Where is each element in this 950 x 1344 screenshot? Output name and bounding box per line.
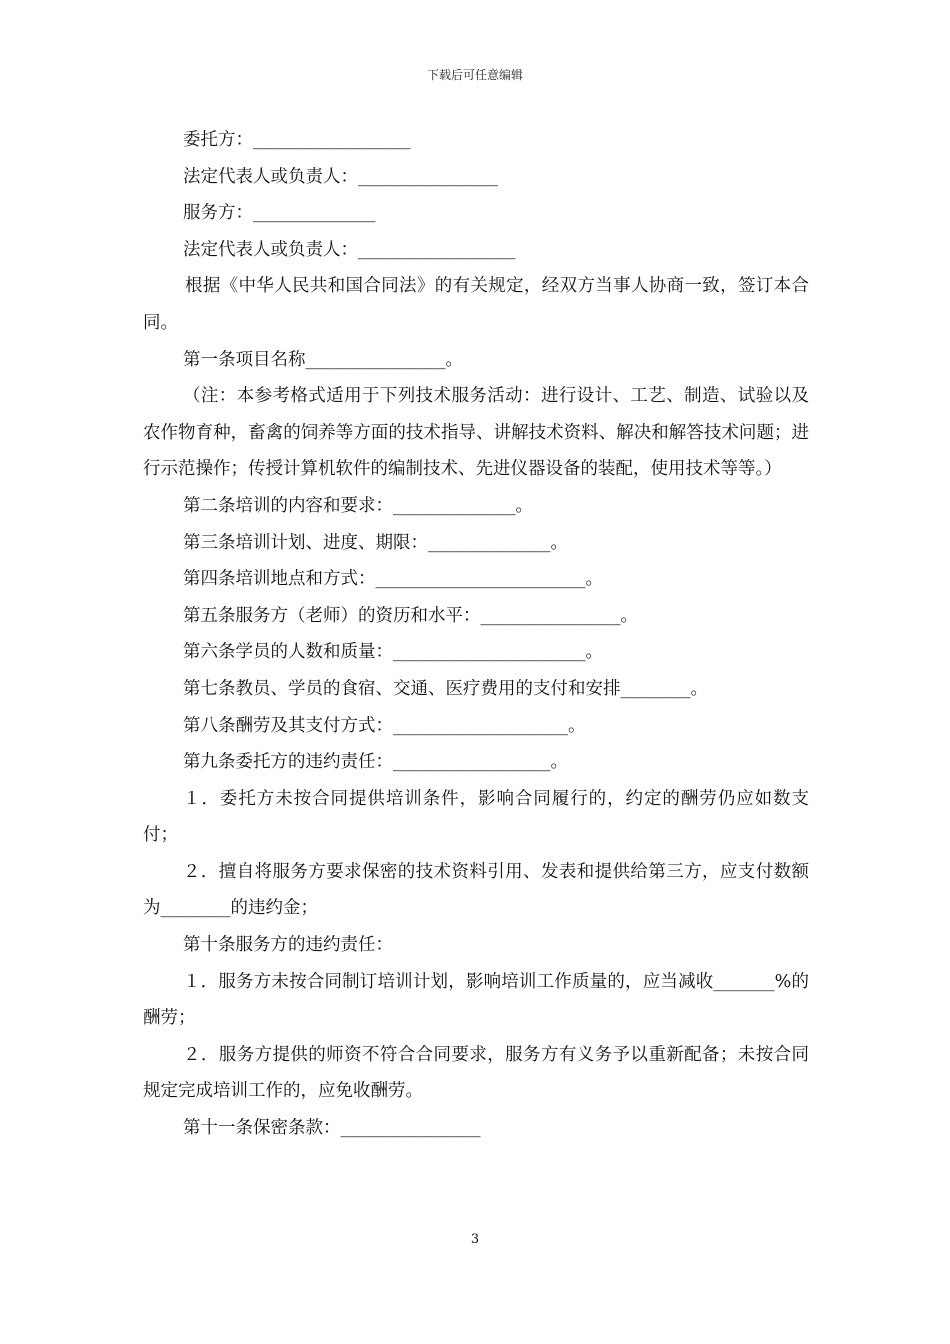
page-header: 下载后可任意编辑 xyxy=(426,68,523,82)
article-9: 第九条委托方的违约责任：__________________。 xyxy=(183,752,568,773)
page-number: 3 xyxy=(470,1232,480,1247)
service-representative-line: 法定代表人或负责人：__________________ xyxy=(183,239,516,260)
article-9-item-1: １．委托方未按合同提供培训条件，影响合同履行的，约定的酬劳仍应如数支付； xyxy=(143,788,809,846)
service-party-line: 服务方：______________ xyxy=(183,203,376,224)
document-body xyxy=(143,122,809,1147)
article-3: 第三条培训计划、进度、期限：______________。 xyxy=(183,532,568,553)
article-2: 第二条培训的内容和要求：______________。 xyxy=(183,495,533,516)
article-10: 第十条服务方的违约责任： xyxy=(183,935,393,956)
article-7: 第七条教员、学员的食宿、交通、医疗费用的支付和安排________。 xyxy=(183,678,708,699)
client-representative-line: 法定代表人或负责人：________________ xyxy=(183,166,498,187)
article-9-item-2: ２．擅自将服务方要求保密的技术资料引用、发表和提供给第三方，应支付数额为________的违约金； xyxy=(143,861,809,919)
article-10-item-1: １．服务方未按合同制订培训计划，影响培训工作质量的，应当减收_______%的酬劳； xyxy=(143,971,809,1029)
article-4: 第四条培训地点和方式：________________________。 xyxy=(183,569,603,590)
article-6: 第六条学员的人数和质量：______________________。 xyxy=(183,642,603,663)
article-10-item-2: ２．服务方提供的师资不符合合同要求，服务方有义务予以重新配备；未按合同规定完成培训工作的，应免收酬劳。 xyxy=(143,1044,809,1102)
article-11: 第十一条保密条款：________________ xyxy=(183,1118,481,1139)
preamble-paragraph: 根据《中华人民共和国合同法》的有关规定，经双方当事人协商一致，签订本合同。 xyxy=(143,276,809,333)
article-5: 第五条服务方（老师）的资历和水平：________________。 xyxy=(183,605,638,626)
article-8: 第八条酬劳及其支付方式：____________________。 xyxy=(183,715,586,736)
note-paragraph: （注：本参考格式适用于下列技术服务活动：进行设计、工艺、制造、试验以及农作物育种，畜禽的饲养等方面的技术指导、讲解技术资料、解决和解答技术问题；进行示范操作；传授计算机软件的编制技术、先进仪器设备的装配，使用技术等等。） xyxy=(143,386,809,480)
article-1: 第一条项目名称________________。 xyxy=(183,349,463,370)
client-party-line: 委托方：__________________ xyxy=(183,130,411,150)
